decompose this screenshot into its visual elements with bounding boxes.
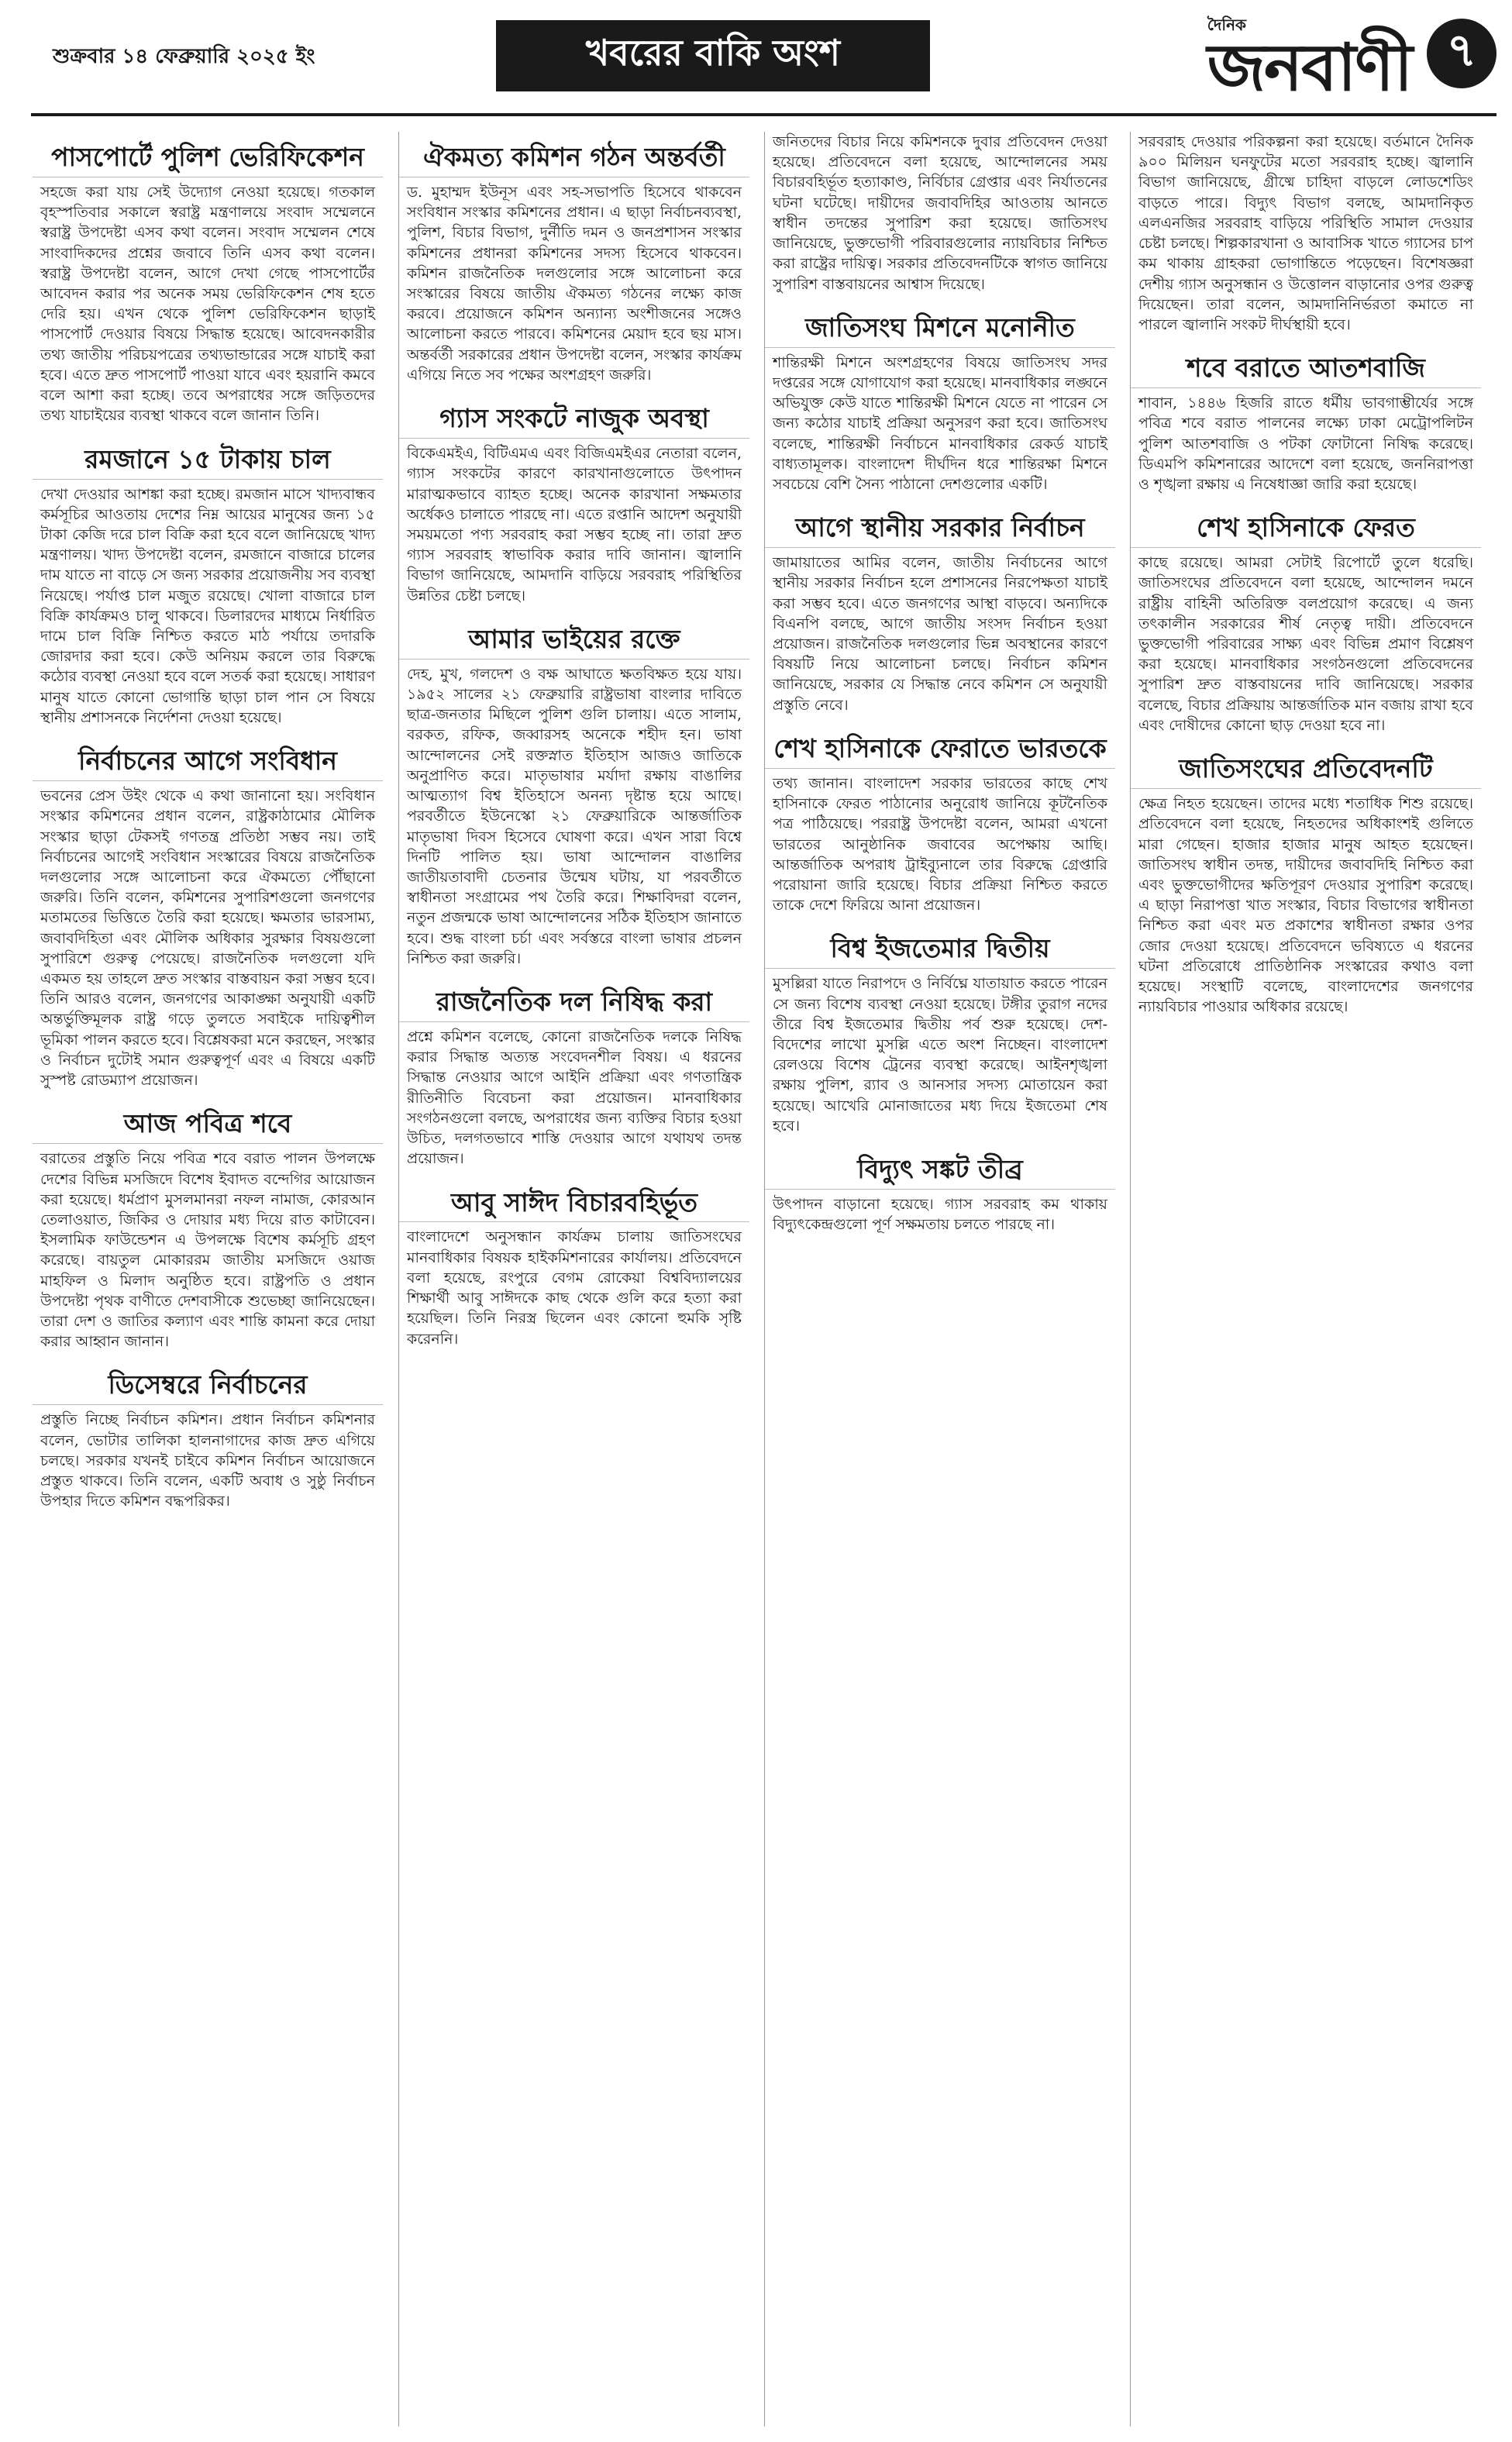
article (399, 1177, 749, 1349)
article (765, 923, 1115, 1136)
article-body: ক্ষেত্র নিহত হয়েছেন। তাদের মধ্যে শতাধিক শিশু রয়েছে। প্রতিবেদনে বলা হয়েছে, নিহতদের অধিকাংশই গুলিতে মারা গেছেন। হাজার হাজার মানুষ আহত হয়েছেন। জাতিসংঘ স্বাধীন তদন্ত, দায়ীদের জবাবদিহি নিশ্চিত করা এবং ভুক্তভোগীদের ক্ষতিপূরণ দেওয়ার সুপারিশ করেছে। এ ছাড়া নিরাপত্তা খাত সংস্কার, বিচার বিভাগের স্বাধীনতা নিশ্চিত করা এবং মত প্রকাশের স্বাধীনতা রক্ষার ওপর জোর দেওয়া হয়েছে। প্রতিবেদনে ভবিষ্যতে এ ধরনের ঘটনা প্রতিরোধে প্রাতিষ্ঠানিক সংস্কারের কথাও বলা হয়েছে। সংস্থাটি বলেছে, বাংলাদেশের জনগণের ন্যায়বিচার পাওয়ার অধিকার রয়েছে। (1138, 795, 1473, 1016)
article-headline: আবু সাঈদ বিচারবহির্ভূত (399, 1177, 749, 1223)
article (765, 723, 1115, 915)
article (399, 132, 749, 385)
article-headline: শেখ হাসিনাকে ফেরত (1131, 502, 1481, 548)
column-3 (764, 132, 1115, 2427)
article-body: বরাতের প্রস্তুতি নিয়ে পবিত্র শবে বরাত পালন উপলক্ষে দেশের বিভিন্ন মসজিদে বিশেষ ইবাদত বন্দেগির আয়োজন করা হয়েছে। ধর্মপ্রাণ মুসলমানরা নফল নামাজ, কোরআন তেলাওয়াত, জিকির ও দোয়ার মধ্য দিয়ে রাত কাটাবেন। ইসলামিক ফাউন্ডেশন এ উপলক্ষে বিশেষ কর্মসূচি গ্রহণ করেছে। বায়তুল মোকাররম জাতীয় মসজিদে ওয়াজ মাহফিল ও মিলাদ অনুষ্ঠিত হবে। রাষ্ট্রপতি ও প্রধান উপদেষ্টা পৃথক বাণীতে দেশবাসীকে শুভেচ্ছা জানিয়েছেন। তারা দেশ ও জাতির কল্যাণ এবং শান্তি কামনা করে দোয়া করার আহ্বান জানান। (40, 1150, 375, 1351)
article (765, 502, 1115, 715)
article-headline: গ্যাস সংকটে নাজুক অবস্থা (399, 393, 749, 439)
article (1131, 343, 1481, 494)
article-body: ড. মুহাম্মদ ইউনূস এবং সহ-সভাপতি হিসেবে থাকবেন সংবিধান সংস্কার কমিশনের প্রধান। এ ছাড়া নির্বাচনব্যবস্থা, পুলিশ, বিচার বিভাগ, দুর্নীতি দমন ও জনপ্রশাসন সংস্কার কমিশনের প্রধানরা কমিশনের সদস্য হিসেবে থাকবেন। কমিশন রাজনৈতিক দলগুলোর সঙ্গে আলোচনা করে সংস্কারের বিষয়ে জাতীয় ঐকমত্য গঠনের লক্ষ্যে কাজ করবে। প্রয়োজনে কমিশন অন্যান্য অংশীজনের সঙ্গেও আলোচনা করতে পারবে। কমিশনের মেয়াদ হবে ছয় মাস। অন্তর্বর্তী সরকারের প্রধান উপদেষ্টা বলেন, সংস্কার কার্যক্রম এগিয়ে নিতে সব পক্ষের অংশগ্রহণ জরুরি। (407, 183, 742, 384)
article (399, 393, 749, 606)
article (399, 614, 749, 969)
article (33, 735, 383, 1090)
article (765, 1144, 1115, 1235)
article (765, 302, 1115, 494)
column-4 (1130, 132, 1481, 2427)
article-body: দেখা দেওয়ার আশঙ্কা করা হচ্ছে। রমজান মাসে খাদ্যবান্ধব কর্মসূচির আওতায় দেশের নিম্ন আয়ের মানুষের জন্য ১৫ টাকা কেজি দরে চাল বিক্রি করা হবে বলে জানিয়েছে খাদ্য মন্ত্রণালয়। খাদ্য উপদেষ্টা বলেন, রমজানে বাজারে চালের দাম যাতে না বাড়ে সে জন্য সরকার প্রয়োজনীয় সব ব্যবস্থা নিয়েছে। পর্যাপ্ত চাল মজুত রয়েছে। খোলা বাজারে চাল বিক্রি কার্যক্রমও চালু থাকবে। ডিলারদের মাধ্যমে নির্ধারিত দামে চাল বিক্রি নিশ্চিত করতে মাঠ পর্যায়ে তদারকি জোরদার করা হবে। কেউ অনিয়ম করলে তার বিরুদ্ধে কঠোর ব্যবস্থা নেওয়া হবে বলে সতর্ক করা হয়েছে। সাধারণ মানুষ যাতে কোনো ভোগান্তি ছাড়া চাল পান সে বিষয়ে স্থানীয় প্রশাসনকে নির্দেশনা দেওয়া হয়েছে। (40, 485, 375, 726)
article-body: জামায়াতের আমির বলেন, জাতীয় নির্বাচনের আগে স্থানীয় সরকার নির্বাচন হলে প্রশাসনের নিরপেক্ষতা যাচাই করা সম্ভব হবে। এতে জনগণের আস্থা বাড়বে। অন্যদিকে বিএনপি বলছে, আগে জাতীয় সংসদ নির্বাচন হওয়া প্রয়োজন। রাজনৈতিক দলগুলোর ভিন্ন অবস্থানের কারণে বিষয়টি নিয়ে আলোচনা চলছে। নির্বাচন কমিশন জানিয়েছে, সরকার যে সিদ্ধান্ত নেবে কমিশন সে অনুযায়ী প্রস্তুতি নেবে। (773, 554, 1107, 714)
logo-text: জনবাণী (1207, 29, 1411, 105)
newspaper-logo (1207, 17, 1411, 126)
article-body: দেহ, মুখ, গলদেশ ও বক্ষ আঘাতে ক্ষতবিক্ষত হয়ে যায়। ১৯৫২ সালের ২১ ফেব্রুয়ারি রাষ্ট্রভাষা বাংলার দাবিতে ছাত্র-জনতার মিছিলে পুলিশ গুলি চালায়। এতে সালাম, বরকত, রফিক, জব্বারসহ অনেকে শহীদ হন। ভাষা আন্দোলনের সেই রক্তস্নাত ইতিহাস আজও জাতিকে অনুপ্রাণিত করে। মাতৃভাষার মর্যাদা রক্ষায় বাঙালির আত্মত্যাগ বিশ্ব ইতিহাসে অনন্য দৃষ্টান্ত হয়ে আছে। পরবর্তীতে ইউনেস্কো ২১ ফেব্রুয়ারিকে আন্তর্জাতিক মাতৃভাষা দিবস হিসেবে ঘোষণা করে। এখন সারা বিশ্বে দিনটি পালিত হয়। ভাষা আন্দোলন বাঙালির জাতীয়তাবাদী চেতনার উন্মেষ ঘটায়, যা পরবর্তীতে স্বাধীনতা সংগ্রামের পথ তৈরি করে। শিক্ষাবিদরা বলেন, নতুন প্রজন্মকে ভাষা আন্দোলনের সঠিক ইতিহাস জানাতে হবে। শুদ্ধ বাংলা চর্চা এবং সর্বস্তরে বাংলা ভাষার প্রচলন নিশ্চিত করা জরুরি। (407, 665, 742, 967)
article-body: ভবনের প্রেস উইং থেকে এ কথা জানানো হয়। সংবিধান সংস্কার কমিশনের প্রধান বলেন, রাষ্ট্রকাঠামোর মৌলিক সংস্কার ছাড়া টেকসই গণতন্ত্র প্রতিষ্ঠা সম্ভব নয়। তাই নির্বাচনের আগেই সংবিধান সংস্কারের বিষয়ে রাজনৈতিক দলগুলোর সঙ্গে আলোচনা করে ঐকমত্যে পৌঁছানো জরুরি। তিনি বলেন, কমিশনের সুপারিশগুলো জনগণের মতামতের ভিত্তিতে তৈরি করা হয়েছে। ক্ষমতার ভারসাম্য, জবাবদিহিতা এবং মৌলিক অধিকার সুরক্ষার বিষয়গুলো সুপারিশে গুরুত্ব পেয়েছে। রাজনৈতিক দলগুলো যদি একমত হয় তাহলে দ্রুত সংস্কার বাস্তবায়ন করা সম্ভব হবে। তিনি আরও বলেন, জনগণের আকাঙ্ক্ষা অনুযায়ী একটি অন্তর্ভুক্তিমূলক রাষ্ট্র গড়ে তুলতে সবাইকে দায়িত্বশীল ভূমিকা পালন করতে হবে। বিশ্লেষকরা মনে করছেন, সংস্কার ও নির্বাচন দুটোই সমান গুরুত্বপূর্ণ এবং এ বিষয়ে একটি সুস্পষ্ট রোডম্যাপ প্রয়োজন। (40, 787, 375, 1090)
article (1131, 132, 1481, 335)
article-headline: আমার ভাইয়ের রক্তে (399, 614, 749, 660)
article-headline: রমজানে ১৫ টাকায় চাল (33, 434, 383, 480)
article-body: শান্তিরক্ষী মিশনে অংশগ্রহণের বিষয়ে জাতিসংঘ সদর দপ্তরের সঙ্গে যোগাযোগ করা হয়েছে। মানবাধিকার লঙ্ঘনে অভিযুক্ত কেউ যাতে শান্তিরক্ষী মিশনে যেতে না পারেন সে জন্য কঠোর যাচাই প্রক্রিয়া অনুসরণ করা হবে। জাতিসংঘ বলেছে, শান্তিরক্ষী নির্বাচনে মানবাধিকার রেকর্ড যাচাই বাধ্যতামূলক। বাংলাদেশ দীর্ঘদিন ধরে শান্তিরক্ষা মিশনে সবচেয়ে বেশি সৈন্য পাঠানো দেশগুলোর একটি। (773, 353, 1107, 493)
article-headline: আজ পবিত্র শবে (33, 1098, 383, 1144)
article-body: মুসল্লিরা যাতে নিরাপদে ও নির্বিঘ্নে যাতায়াত করতে পারেন সে জন্য বিশেষ ব্যবস্থা নেওয়া হয়েছে। টঙ্গীর তুরাগ নদের তীরে বিশ্ব ইজতেমার দ্বিতীয় পর্ব শুরু হয়েছে। দেশ-বিদেশের লাখো মুসল্লি এতে অংশ নিচ্ছেন। বাংলাদেশ রেলওয়ে বিশেষ ট্রেনের ব্যবস্থা করেছে। আইনশৃঙ্খলা রক্ষায় পুলিশ, র‍্যাব ও আনসার সদস্য মোতায়েন করা হয়েছে। আখেরি মোনাজাতের মধ্য দিয়ে ইজতেমা শেষ হবে। (773, 975, 1107, 1135)
article (1131, 743, 1481, 1017)
page-number-badge: ৭ (1427, 19, 1497, 88)
page-header (15, 17, 1497, 133)
article-body: বাংলাদেশে অনুসন্ধান কার্যক্রম চালায় জাতিসংঘের মানবাধিকার বিষয়ক হাইকমিশনারের কার্যালয়। প্রতিবেদনে বলা হয়েছে, রংপুরে বেগম রোকেয়া বিশ্ববিদ্যালয়ের শিক্ষার্থী আবু সাঈদকে কাছ থেকে গুলি করে হত্যা করা হয়েছিল। তিনি নিরস্ত্র ছিলেন এবং কোনো হুমকি সৃষ্টি করেননি। (407, 1228, 742, 1348)
article-headline: ডিসেম্বরে নির্বাচনের (33, 1359, 383, 1405)
article-body: তথ্য জানান। বাংলাদেশ সরকার ভারতের কাছে শেখ হাসিনাকে ফেরত পাঠানোর অনুরোধ জানিয়ে কূটনৈতিক পত্র পাঠিয়েছে। পররাষ্ট্র উপদেষ্টা বলেন, আমরা এখনো ভারতের আনুষ্ঠানিক জবাবের অপেক্ষায় আছি। আন্তর্জাতিক অপরাধ ট্রাইব্যুনালে তার বিরুদ্ধে গ্রেপ্তারি পরোয়ানা জারি হয়েছে। বিচার প্রক্রিয়া নিশ্চিত করতে তাকে দেশে ফিরিয়ে আনা প্রয়োজন। (773, 774, 1107, 914)
article-headline: শবে বরাতে আতশবাজি (1131, 343, 1481, 388)
article-headline: জাতিসংঘের প্রতিবেদনটি (1131, 743, 1481, 789)
issue-date: শুক্রবার ১৪ ফেব্রুয়ারি ২০২৫ ইং (53, 45, 315, 68)
logo-prefix: দৈনিক (1207, 15, 1247, 34)
article-body: কাছে রয়েছে। আমরা সেটাই রিপোর্টে তুলে ধরেছি। জাতিসংঘের প্রতিবেদনে বলা হয়েছে, আন্দোলন দমনে রাষ্ট্রীয় বাহিনী অতিরিক্ত বলপ্রয়োগ করেছে। এ জন্য তৎকালীন সরকারের শীর্ষ নেতৃত্ব দায়ী। প্রতিবেদনে ভুক্তভোগী পরিবারের সাক্ষ্য এবং বিভিন্ন প্রমাণ বিশ্লেষণ করা হয়েছে। মানবাধিকার সংগঠনগুলো প্রতিবেদনের সুপারিশ দ্রুত বাস্তবায়নের দাবি জানিয়েছে। সরকার বলেছে, বিচার প্রক্রিয়ায় আন্তর্জাতিক মান বজায় রাখা হবে এবং দোষীদের কোনো ছাড় দেওয়া হবে না। (1138, 554, 1473, 734)
article (33, 434, 383, 728)
article (399, 976, 749, 1169)
header-rule (31, 113, 1497, 116)
article-body: শাবান, ১৪৪৬ হিজরি রাতে ধর্মীয় ভাবগাম্ভীর্যের সঙ্গে পবিত্র শবে বরাত পালনের লক্ষ্যে ঢাকা মেট্রোপলিটন পুলিশ আতশবাজি ও পটকা ফোটানো নিষিদ্ধ করেছে। ডিএমপি কমিশনারের আদেশে বলা হয়েছে, জননিরাপত্তা ও শৃঙ্খলা রক্ষায় এ নিষেধাজ্ঞা জারি করা হয়েছে। (1138, 394, 1473, 493)
article-body: জনিতদের বিচার নিয়ে কমিশনকে দুবার প্রতিবেদন দেওয়া হয়েছে। প্রতিবেদনে বলা হয়েছে, আন্দোলনের সময় বিচারবহির্ভূত হত্যাকাণ্ড, নির্বিচার গ্রেপ্তার এবং নির্যাতনের ঘটনা ঘটেছে। দায়ীদের জবাবদিহির আওতায় আনতে স্বাধীন তদন্তের সুপারিশ করা হয়েছে। জাতিসংঘ জানিয়েছে, ভুক্তভোগী পরিবারগুলোর ন্যায়বিচার নিশ্চিত করা রাষ্ট্রের দায়িত্ব। সরকার প্রতিবেদনটিকে স্বাগত জানিয়ে সুপারিশ বাস্তবায়নের আশ্বাস দিয়েছে। (773, 133, 1107, 293)
article-headline: পাসপোর্টে পুলিশ ভেরিফিকেশন (33, 132, 383, 177)
article-body: প্রশ্নে কমিশন বলেছে, কোনো রাজনৈতিক দলকে নিষিদ্ধ করার সিদ্ধান্ত অত্যন্ত সংবেদনশীল বিষয়। এ ধরনের সিদ্ধান্ত নেওয়ার আগে আইনি প্রক্রিয়া এবং গণতান্ত্রিক রীতিনীতি বিবেচনা করা প্রয়োজন। মানবাধিকার সংগঠনগুলো বলছে, অপরাধের জন্য ব্যক্তির বিচার হওয়া উচিত, দলগতভাবে শাস্তি দেওয়ার আগে যথাযথ তদন্ত প্রয়োজন। (407, 1028, 742, 1168)
article-body: সহজে করা যায় সেই উদ্যোগ নেওয়া হয়েছে। গতকাল বৃহস্পতিবার সকালে স্বরাষ্ট্র মন্ত্রণালয়ে সংবাদ সম্মেলনে স্বরাষ্ট্র উপদেষ্টা এসব কথা বলেন। সংবাদ সম্মেলন শেষে সাংবাদিকদের প্রশ্নের জবাবে তিনি এসব কথা বলেন। স্বরাষ্ট্র উপদেষ্টা বলেন, আগে দেখা গেছে পাসপোর্টের আবেদন করার পর অনেক সময় ভেরিফিকেশন শেষ হতে দেরি হয়। এখন থেকে পুলিশ ভেরিফিকেশন ছাড়াই পাসপোর্ট দেওয়ার বিষয়ে সিদ্ধান্ত হয়েছে। আবেদনকারীর তথ্য জাতীয় পরিচয়পত্রের তথ্যভান্ডারের সঙ্গে যাচাই করা হবে। এতে দ্রুত পাসপোর্ট পাওয়া যাবে এবং হয়রানি কমবে বলে আশা করা হচ্ছে। তবে অপরাধের সঙ্গে জড়িতদের তথ্য যাচাইয়ের ব্যবস্থা থাকবে বলে জানান তিনি। (40, 183, 375, 425)
article (765, 132, 1115, 294)
article-headline: ঐকমত্য কমিশন গঠন অন্তর্বর্তী (399, 132, 749, 177)
article-body: প্রস্তুতি নিচ্ছে নির্বাচন কমিশন। প্রধান নির্বাচন কমিশনার বলেন, ভোটার তালিকা হালনাগাদের কাজ দ্রুত এগিয়ে চলছে। সরকার যখনই চাইবে কমিশন নির্বাচন আয়োজনে প্রস্তুত থাকবে। তিনি বলেন, একটি অবাধ ও সুষ্ঠু নির্বাচন উপহার দিতে কমিশন বদ্ধপরিকর। (40, 1411, 375, 1510)
section-title: খবরের বাকি অংশ (496, 20, 930, 91)
column-2 (398, 132, 749, 2427)
article-headline: জাতিসংঘ মিশনে মনোনীত (765, 302, 1115, 348)
article-body: উৎপাদন বাড়ানো হয়েছে। গ্যাস সরবরাহ কম থাকায় বিদ্যুৎকেন্দ্রগুলো পূর্ণ সক্ষমতায় চলতে পারছে না। (773, 1196, 1107, 1234)
article-body: বিকেএমইএ, বিটিএমএ এবং বিজিএমইএর নেতারা বলেন, গ্যাস সংকটের কারণে কারখানাগুলোতে উৎপাদন মারাত্মকভাবে ব্যাহত হচ্ছে। অনেক কারখানা সক্ষমতার অর্ধেকও চালাতে পারছে না। এতে রপ্তানি আদেশ অনুযায়ী সময়মতো পণ্য সরবরাহ করা সম্ভব হচ্ছে না। তারা দ্রুত গ্যাস সরবরাহ স্বাভাবিক করার দাবি জানান। জ্বালানি বিভাগ জানিয়েছে, আমদানি বাড়িয়ে সরবরাহ পরিস্থিতির উন্নতির চেষ্টা চলছে। (407, 445, 742, 604)
article-headline: নির্বাচনের আগে সংবিধান (33, 735, 383, 781)
article-headline: আগে স্থানীয় সরকার নির্বাচন (765, 502, 1115, 548)
article-body: সরবরাহ দেওয়ার পরিকল্পনা করা হয়েছে। বর্তমানে দৈনিক ৯০০ মিলিয়ন ঘনফুটের মতো সরবরাহ হচ্ছে। জ্বালানি বিভাগ জানিয়েছে, গ্রীষ্মে চাহিদা বাড়লে লোডশেডিং বাড়তে পারে। বিদ্যুৎ বিভাগ বলছে, আমদানিকৃত এলএনজির সরবরাহ বাড়িয়ে পরিস্থিতি সামাল দেওয়ার চেষ্টা চলছে। শিল্পকারখানা ও আবাসিক খাতে গ্যাসের চাপ কম থাকায় গ্রাহকরা ভোগান্তিতে পড়েছেন। বিশেষজ্ঞরা দেশীয় গ্যাস অনুসন্ধান ও উত্তোলন বাড়ানোর ওপর গুরুত্ব দিয়েছেন। তারা বলেন, আমদানিনির্ভরতা কমাতে না পারলে জ্বালানি সংকট দীর্ঘস্থায়ী হবে। (1138, 133, 1473, 333)
article (1131, 502, 1481, 735)
column-1 (33, 132, 383, 2427)
article (33, 1359, 383, 1511)
article-headline: বিশ্ব ইজতেমার দ্বিতীয় (765, 923, 1115, 969)
article (33, 1098, 383, 1352)
article-headline: শেখ হাসিনাকে ফেরাতে ভারতকে (765, 723, 1115, 769)
article (33, 132, 383, 426)
article-headline: রাজনৈতিক দল নিষিদ্ধ করা (399, 976, 749, 1022)
article-headline: বিদ্যুৎ সঙ্কট তীব্র (765, 1144, 1115, 1190)
